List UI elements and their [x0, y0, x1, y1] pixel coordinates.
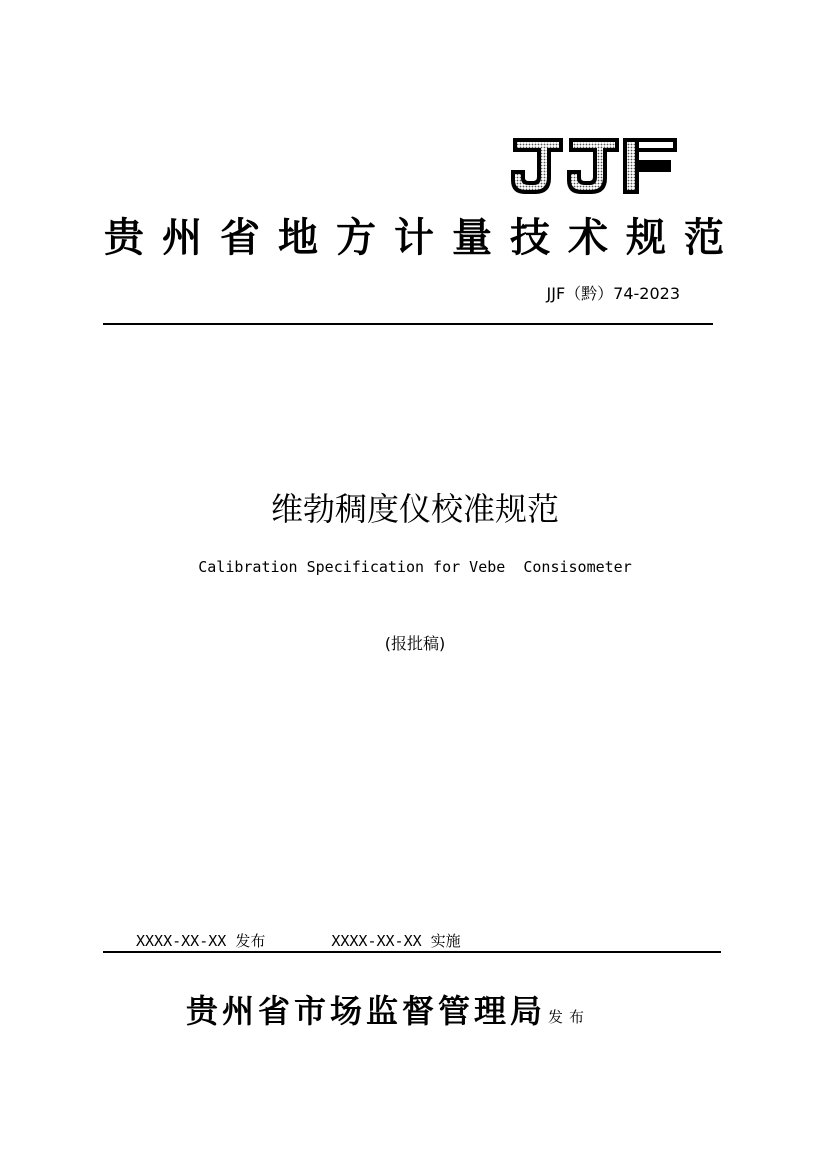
publisher-name: 贵州省市场监督管理局 [186, 992, 547, 1030]
top-divider [103, 323, 713, 325]
jjf-logo [507, 134, 679, 198]
standard-number: JJF（黔）74-2023 [546, 284, 680, 303]
publisher-suffix: 发布 [548, 1008, 591, 1026]
implement-date: XXXX-XX-XX 实施 [331, 932, 461, 950]
publisher [186, 986, 666, 1036]
logo-letter-j2 [567, 138, 619, 194]
bottom-divider [103, 951, 721, 953]
logo-letter-f [623, 138, 677, 194]
draft-note: (报批稿) [384, 634, 446, 653]
document-title-english: Calibration Specification for Vebe Consisometer [198, 558, 632, 576]
jjf-logo-graphic [507, 134, 679, 198]
document-title: 维勃稠度仪校准规范 [270, 490, 559, 528]
logo-letter-j1 [511, 138, 563, 194]
header-title: 贵州省地方计量技术规范 [104, 214, 742, 261]
dates-row [136, 930, 536, 952]
issue-date: XXXX-XX-XX 发布 [136, 932, 266, 950]
